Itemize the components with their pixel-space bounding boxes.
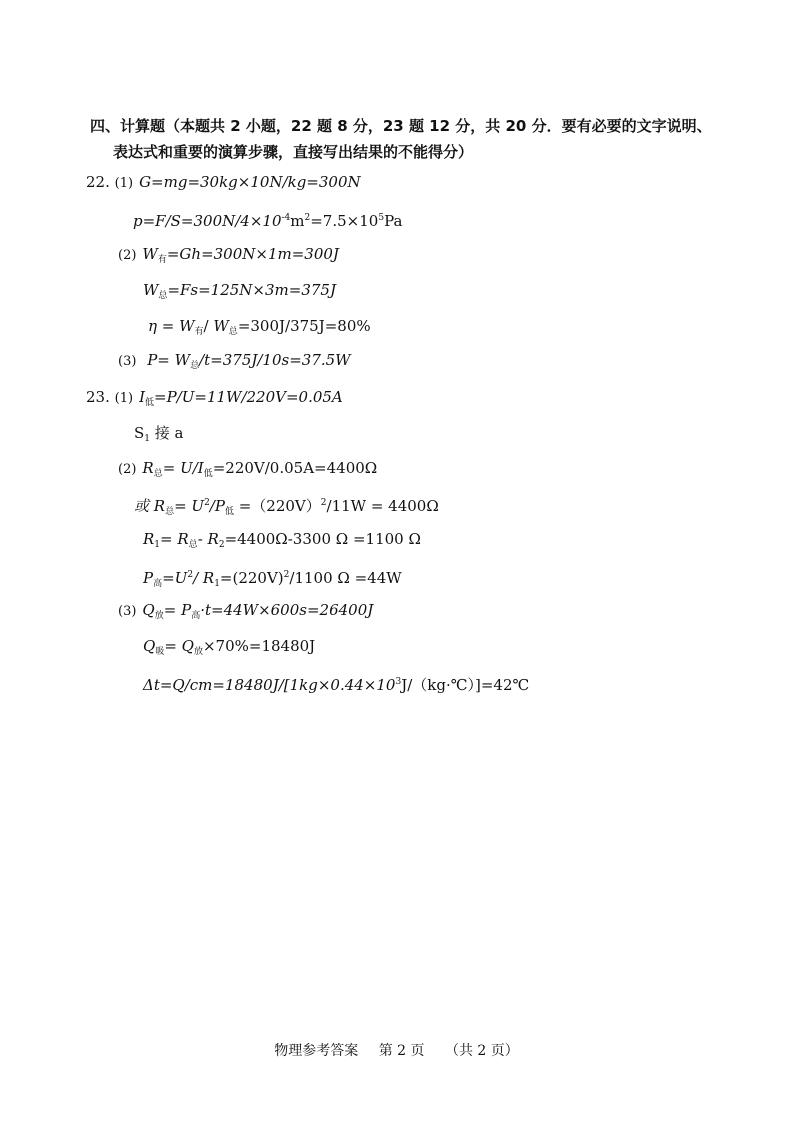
q23-part2-marker: (2) bbox=[118, 462, 137, 477]
q23-r1-sym: R bbox=[143, 530, 155, 548]
q23-sub-total-3: 总 bbox=[188, 540, 198, 550]
q22-line6 bbox=[118, 350, 351, 376]
q22-sub-total-2: 总 bbox=[228, 327, 238, 337]
q23-alt-pre: 或 R bbox=[134, 497, 166, 515]
q23-sub-high: 高 bbox=[153, 579, 163, 589]
q23-number: 23. bbox=[86, 388, 110, 406]
q22-pressure-exp1: -4 bbox=[281, 213, 291, 223]
q23-sub-low-3: 低 bbox=[224, 507, 234, 517]
q23-line1 bbox=[86, 387, 343, 413]
q22-line4 bbox=[143, 280, 336, 306]
q23-p-high-sym: P bbox=[143, 569, 154, 587]
q23-sub-total-2: 总 bbox=[165, 507, 175, 517]
q22-eta: η bbox=[148, 317, 157, 335]
q23-switch: S bbox=[134, 424, 145, 442]
q23-q-absorb-mid: = Q bbox=[164, 637, 194, 655]
section-title-line2: 表达式和重要的演算步骤，直接写出结果的不能得分） bbox=[113, 143, 474, 161]
q23-switch-sub: 1 bbox=[144, 434, 151, 444]
q22-w-total-2: W bbox=[213, 317, 229, 335]
q22-power: /t=375J/10s=37.5W bbox=[199, 351, 351, 369]
q23-p-high-exp: 2 bbox=[187, 570, 194, 580]
footer-subject: 物理参考答案 bbox=[274, 1043, 359, 1059]
q22-number: 22. bbox=[86, 173, 110, 191]
q23-q-release-sym: Q bbox=[142, 601, 155, 619]
q23-current: =P/U=11W/220V=0.05A bbox=[154, 388, 343, 406]
q23-sub-release-2: 放 bbox=[193, 647, 203, 657]
q23-p-high-mid3: =(220V) bbox=[219, 569, 284, 587]
q22-sub-useful-2: 有 bbox=[194, 327, 204, 337]
q23-q-release-value: ·t=44W×600s=26400J bbox=[200, 601, 374, 619]
q23-line2 bbox=[134, 423, 184, 449]
q23-sub-absorb: 吸 bbox=[155, 647, 165, 657]
q22-part1-marker: (1) bbox=[114, 176, 134, 191]
q23-i-sym: I bbox=[139, 388, 145, 406]
q23-alt-exp2: 2 bbox=[320, 498, 327, 508]
section-title-line1: 四、计算题（本题共 2 小题，22 题 8 分，23 题 12 分，共 20 分．要有必要的文字说明、 bbox=[90, 117, 712, 135]
q22-w-total-3: W bbox=[174, 351, 191, 369]
q22-efficiency: =300J/375J=80% bbox=[237, 317, 371, 335]
q22-line3 bbox=[118, 244, 339, 270]
q23-r-mid: = U/I bbox=[162, 459, 204, 477]
q22-pressure-d: Pa bbox=[384, 212, 403, 230]
q22-pressure-exp3: 5 bbox=[378, 213, 385, 223]
q22-line5 bbox=[148, 316, 371, 342]
q23-r1-mid: = R bbox=[160, 530, 189, 548]
q23-sub-low: 低 bbox=[145, 398, 155, 408]
q23-resistance: =220V/0.05A=4400Ω bbox=[212, 459, 378, 477]
q22-gravity: G=mg=30kg×10N/kg=300N bbox=[139, 173, 361, 191]
q23-sub-total: 总 bbox=[153, 469, 163, 479]
q22-pressure-exp2: 2 bbox=[304, 213, 311, 223]
q23-p-high-exp2: 2 bbox=[283, 570, 290, 580]
q22-sub-total: 总 bbox=[158, 291, 168, 301]
q22-total-work: =Fs=125N×3m=375J bbox=[167, 281, 336, 299]
q23-p-high-value: /1100 Ω =44W bbox=[289, 569, 402, 587]
q23-line9 bbox=[143, 672, 529, 695]
page-footer bbox=[0, 1040, 793, 1060]
q23-alt-mid: = U bbox=[174, 497, 205, 515]
q23-alt-mid2: /P bbox=[209, 497, 225, 515]
q22-useful-work: =Gh=300N×1m=300J bbox=[166, 245, 339, 263]
q23-line4 bbox=[134, 493, 439, 522]
q23-r1-sub: 1 bbox=[154, 540, 161, 550]
q23-alt-end: /11W = 4400Ω bbox=[326, 497, 439, 515]
q22-w-useful-2: W bbox=[179, 317, 195, 335]
q22-w-useful: W bbox=[142, 245, 158, 263]
q22-pressure-c: =7.5×10 bbox=[310, 212, 379, 230]
q23-temp-a: Δt=Q/cm=18480J/[1kg×0.44×10 bbox=[143, 676, 396, 694]
q23-alt-rest: =（220V） bbox=[233, 497, 321, 515]
q22-slash: / bbox=[203, 317, 214, 335]
q23-line7 bbox=[118, 600, 373, 626]
q22-line1 bbox=[86, 172, 361, 194]
q23-temp-exp: 3 bbox=[395, 677, 402, 687]
q22-power-a: P= bbox=[147, 351, 175, 369]
q22-eq-sign: = bbox=[157, 317, 180, 335]
q22-part2-marker: (2) bbox=[118, 248, 137, 263]
q23-q-absorb-value: ×70%=18480J bbox=[202, 637, 316, 655]
q23-part3-marker: (3) bbox=[118, 604, 137, 619]
q23-q-release-mid: = P bbox=[163, 601, 192, 619]
q23-r2-sub: 2 bbox=[218, 540, 225, 550]
q23-r1-mid2: - R bbox=[197, 530, 219, 548]
footer-total: （共 2 页） bbox=[444, 1043, 519, 1059]
q23-p-high-mid2: / R bbox=[193, 569, 215, 587]
q23-sub-release: 放 bbox=[154, 611, 164, 621]
q23-line3 bbox=[118, 458, 377, 484]
q23-part1-marker: (1) bbox=[114, 391, 134, 406]
q22-sub-total-3: 总 bbox=[190, 361, 200, 371]
q22-pressure-b: m bbox=[290, 212, 305, 230]
q23-sub-low-2: 低 bbox=[203, 469, 213, 479]
q22-w-total: W bbox=[143, 281, 159, 299]
q23-sub-high-2: 高 bbox=[191, 611, 201, 621]
q23-line6 bbox=[143, 565, 402, 594]
q22-pressure-a: p=F/S=300N/4×10 bbox=[133, 212, 282, 230]
footer-page: 第 2 页 bbox=[378, 1043, 425, 1059]
q23-r-sym: R bbox=[142, 459, 154, 477]
q22-part3-marker: (3) bbox=[118, 354, 137, 369]
q22-line2 bbox=[133, 208, 402, 231]
q23-line5 bbox=[143, 529, 421, 555]
q23-p-high-r1-sub: 1 bbox=[214, 579, 220, 589]
q23-switch-pos: 接 a bbox=[150, 424, 184, 442]
q23-alt-exp: 2 bbox=[204, 498, 210, 508]
q22-sub-useful: 有 bbox=[157, 255, 167, 265]
q23-temp-rest: J/（kg·℃）]=42℃ bbox=[401, 676, 530, 694]
q23-p-high-mid: =U bbox=[162, 569, 188, 587]
q23-line8 bbox=[143, 636, 315, 662]
q23-r1-value: =4400Ω-3300 Ω =1100 Ω bbox=[224, 530, 421, 548]
q23-q-absorb-sym: Q bbox=[143, 637, 156, 655]
